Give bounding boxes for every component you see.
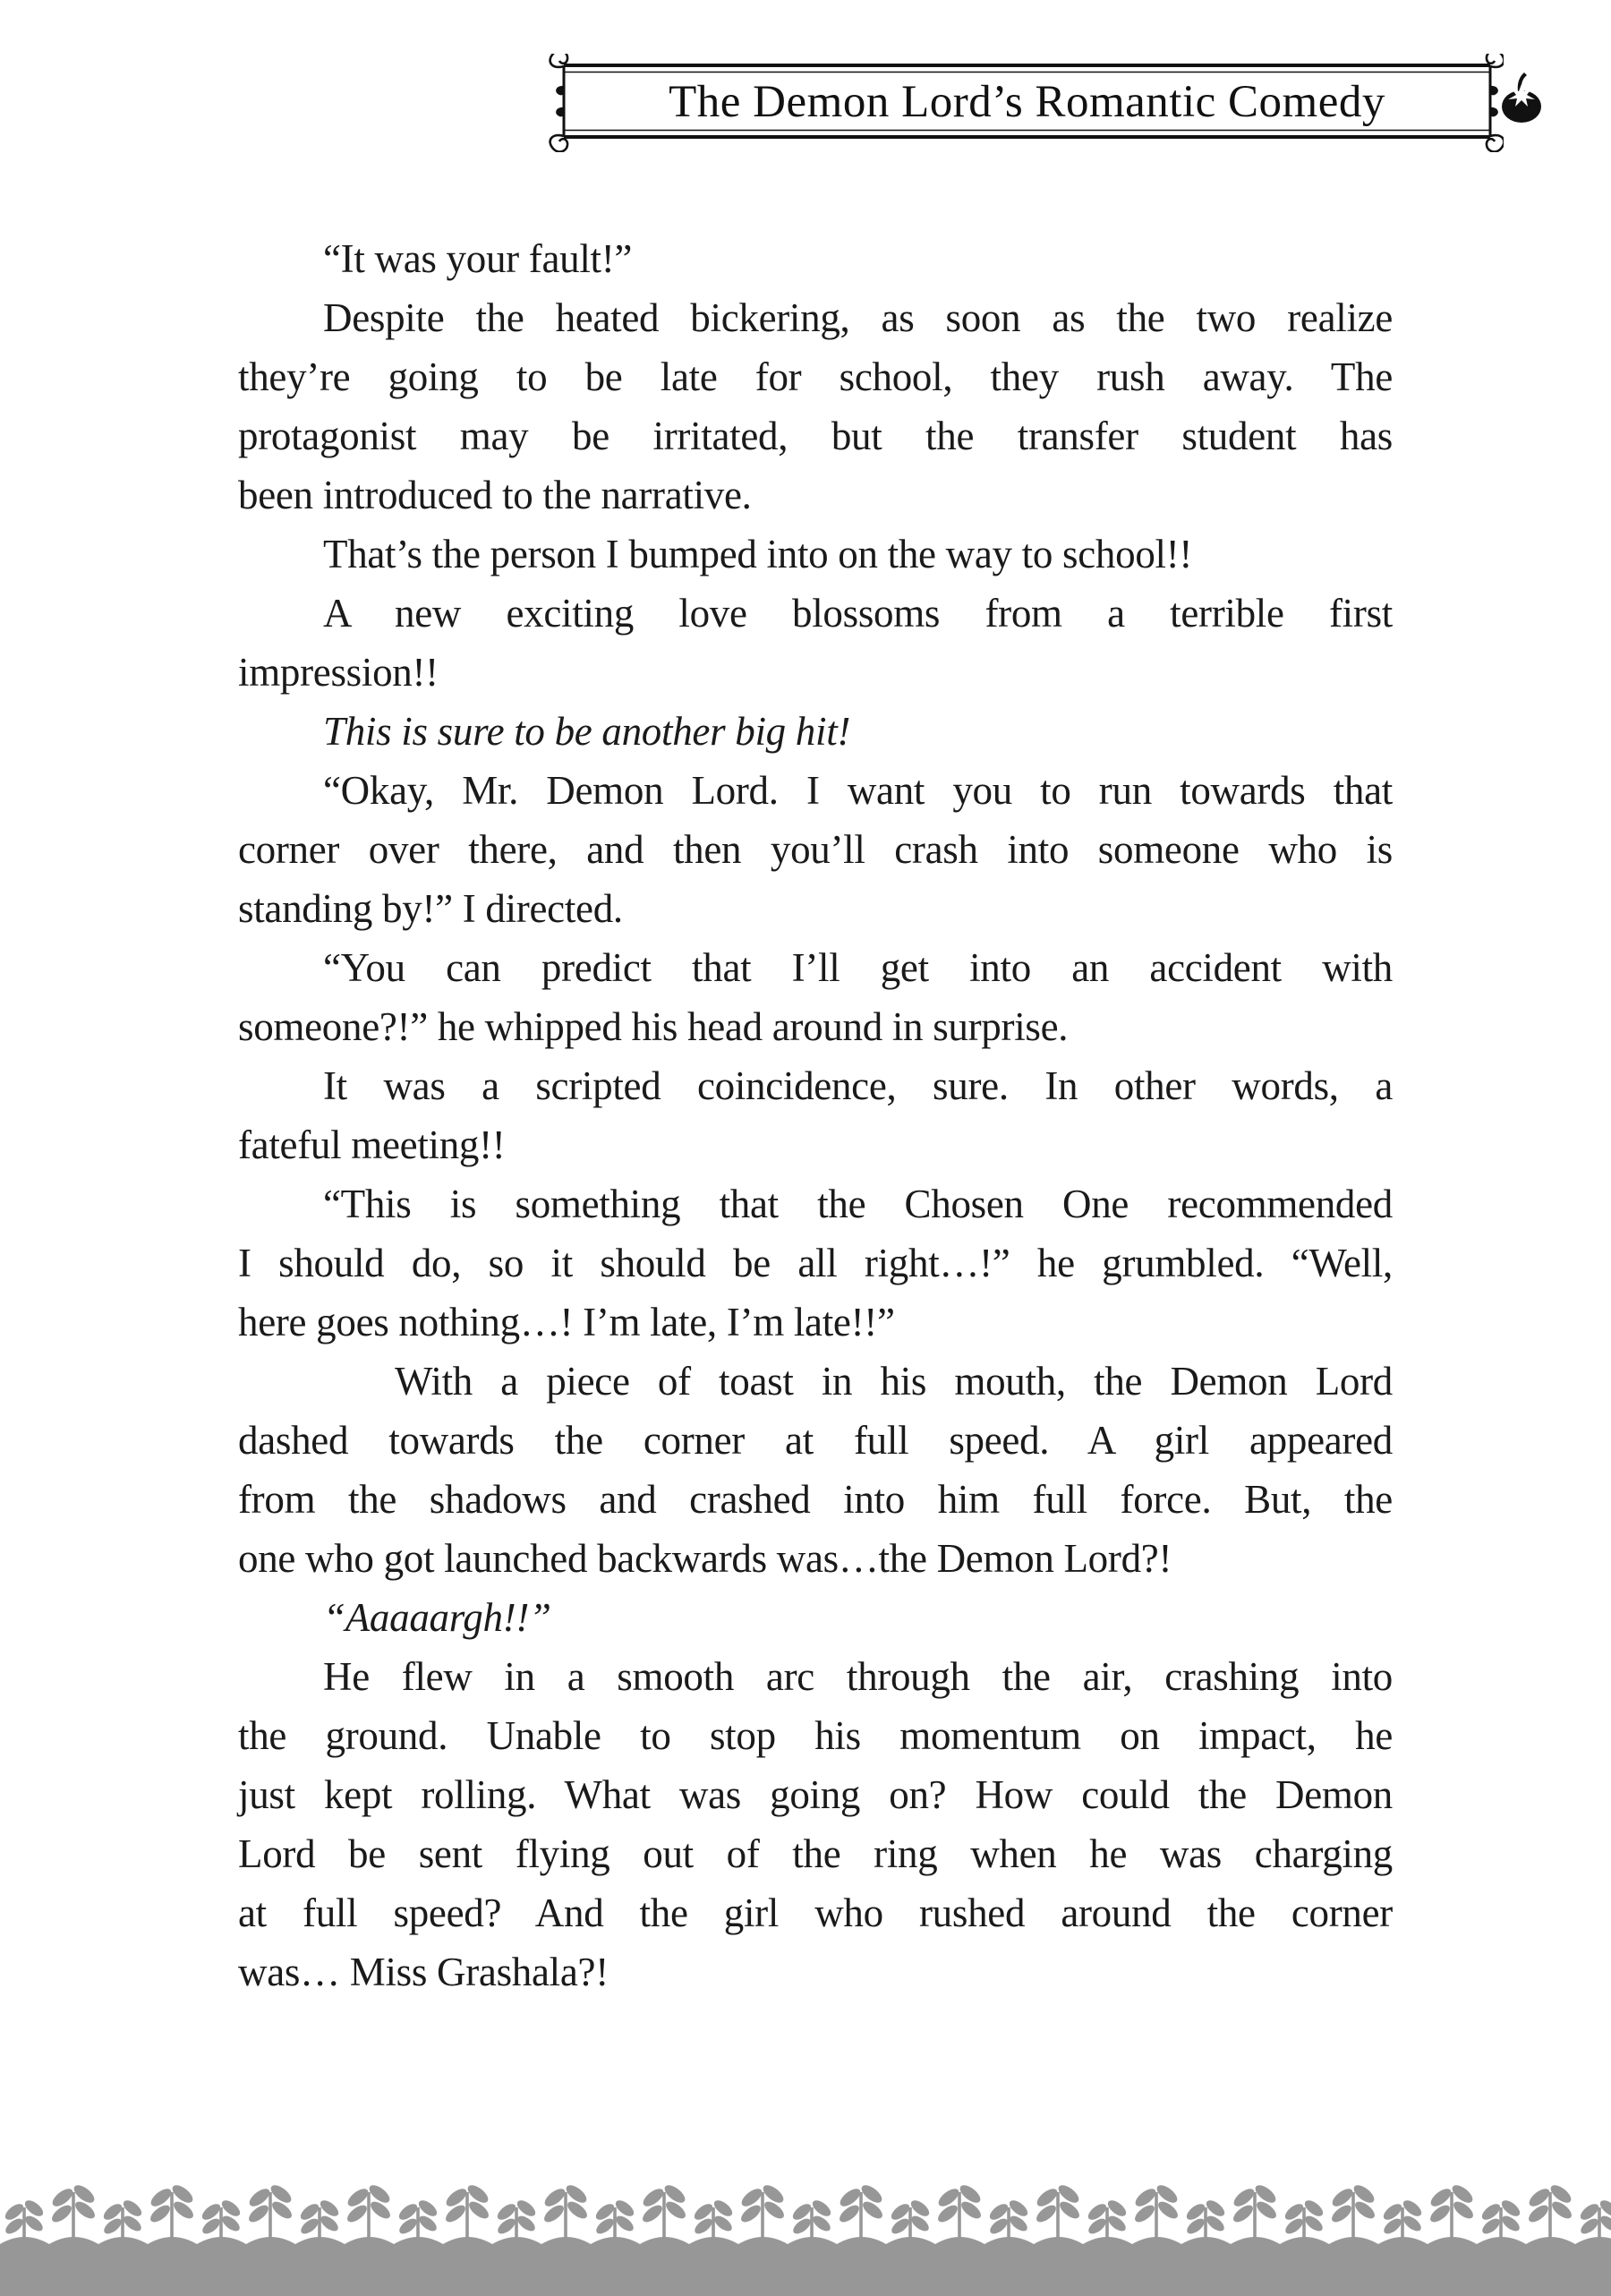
text-line: the ground. Unable to stop his momentum on impact, he bbox=[238, 1713, 1393, 1758]
text-line: at full speed? And the girl who rushed around the corner bbox=[238, 1891, 1393, 1935]
text-line: “Aaaaargh!!” bbox=[323, 1595, 551, 1640]
text-line: one who got launched backwards was…the Demon Lord?! bbox=[238, 1536, 1172, 1581]
text-line: Despite the heated bickering, as soon as the two realize bbox=[323, 295, 1393, 340]
text-line: just kept rolling. What was going on? How could the Demon bbox=[238, 1772, 1393, 1817]
tomato-icon bbox=[1488, 70, 1558, 132]
text-line: “This is something that the Chosen One recommended bbox=[323, 1182, 1393, 1226]
text-line: “Okay, Mr. Demon Lord. I want you to run towards that bbox=[323, 768, 1393, 813]
text-line: was… Miss Grashala?! bbox=[238, 1950, 609, 1994]
body-text bbox=[238, 229, 1393, 2002]
footer-sprout-border-icon bbox=[0, 2180, 1611, 2296]
text-line: That’s the person I bumped into on the way to school!! bbox=[323, 532, 1193, 576]
text-line: they’re going to be late for school, they rush away. The bbox=[238, 354, 1393, 399]
text-line: protagonist may be irritated, but the transfer student has bbox=[238, 414, 1393, 458]
text-line: impression!! bbox=[238, 650, 439, 695]
text-line: A new exciting love blossoms from a terrible first bbox=[323, 591, 1393, 636]
text-line: Lord be sent flying out of the ring when he was charging bbox=[238, 1831, 1393, 1876]
text-line: corner over there, and then you’ll crash into someone who is bbox=[238, 827, 1393, 872]
text-line: With a piece of toast in his mouth, the Demon Lord bbox=[395, 1359, 1393, 1404]
text-line: dashed towards the corner at full speed. A girl appeared bbox=[238, 1418, 1393, 1463]
text-line: I should do, so it should be all right…!” he grumbled. “Well, bbox=[238, 1241, 1393, 1285]
text-line: This is sure to be another big hit! bbox=[323, 709, 851, 754]
text-line: standing by!” I directed. bbox=[238, 886, 623, 931]
text-line: someone?!” he whipped his head around in surprise. bbox=[238, 1004, 1069, 1049]
text-line: fateful meeting!! bbox=[238, 1122, 506, 1167]
text-line: He flew in a smooth arc through the air, crashing into bbox=[323, 1654, 1393, 1699]
chapter-title: The Demon Lord’s Romantic Comedy bbox=[669, 77, 1385, 127]
text-line: “You can predict that I’ll get into an accident with bbox=[323, 945, 1393, 990]
text-line: “It was your fault!” bbox=[323, 236, 633, 281]
text-line: from the shadows and crashed into him full force. But, the bbox=[238, 1477, 1393, 1522]
text-line: here goes nothing…! I’m late, I’m late!!” bbox=[238, 1300, 895, 1344]
text-line: It was a scripted coincidence, sure. In other words, a bbox=[323, 1063, 1393, 1108]
text-line: been introduced to the narrative. bbox=[238, 473, 752, 517]
